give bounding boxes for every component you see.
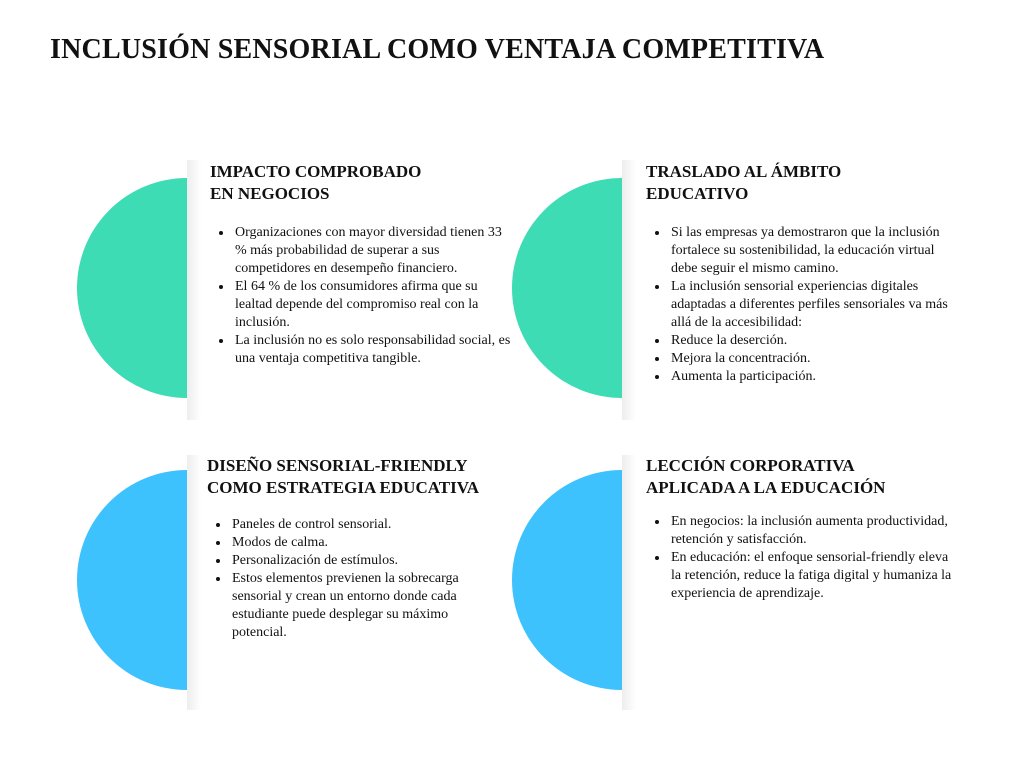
list-item: • Si las empresas ya demostraron que la inclusión fortalece su sostenibilidad, la educación virtual debe seguir el mismo camino. xyxy=(669,224,951,278)
green-half-circle xyxy=(77,178,187,398)
divider-shadow xyxy=(622,160,636,420)
card-title: IMPACTO COMPROBADO EN NEGOCIOS xyxy=(210,162,422,203)
list-item: • Aumenta la participación. xyxy=(669,368,951,386)
list-item: • En negocios: la inclusión aumenta productividad, retención y satisfacción. xyxy=(669,513,959,549)
list-item: • Reduce la deserción. xyxy=(669,332,951,350)
list-item: • Estos elementos previenen la sobrecarga sensorial y crean un entorno donde cada estudiante puede desplegar su máximo potencial. xyxy=(230,570,480,642)
divider-shadow xyxy=(622,455,636,710)
bullet-list xyxy=(213,224,515,368)
card-leccion-corporativa xyxy=(512,455,952,695)
list-item: • En educación: el enfoque sensorial-friendly eleva la retención, reduce la fatiga digital y humaniza la experiencia de aprendizaje. xyxy=(669,549,959,603)
card-title: DISEÑO SENSORIAL-FRIENDLY COMO ESTRATEGIA EDUCATIVA xyxy=(207,456,480,497)
list-item: • Paneles de control sensorial. xyxy=(230,516,480,534)
page-title: INCLUSIÓN SENSORIAL COMO VENTAJA COMPETITIVA xyxy=(50,34,825,65)
divider-shadow xyxy=(187,160,201,420)
list-item: • Organizaciones con mayor diversidad tienen 33 % más probabilidad de superar a sus competidores en desempeño financiero. xyxy=(233,224,515,278)
bullet-list xyxy=(649,224,951,386)
card-title: TRASLADO AL ÁMBITO EDUCATIVO xyxy=(646,162,842,203)
card-traslado-educativo xyxy=(512,160,952,400)
list-item: • Personalización de estímulos. xyxy=(230,552,480,570)
list-item: • El 64 % de los consumidores afirma que su lealtad depende del compromiso real con la inclusión. xyxy=(233,278,515,332)
bullet-list xyxy=(649,513,959,603)
card-impacto-negocios xyxy=(77,160,517,400)
list-item: • La inclusión no es solo responsabilidad social, es una ventaja competitiva tangible. xyxy=(233,332,515,368)
list-item: • Mejora la concentración. xyxy=(669,350,951,368)
list-item: • Modos de calma. xyxy=(230,534,480,552)
divider-shadow xyxy=(187,455,201,710)
card-title: LECCIÓN CORPORATIVA APLICADA A LA EDUCACIÓN xyxy=(646,456,886,497)
card-diseno-sensorial xyxy=(77,455,517,695)
green-half-circle xyxy=(512,178,622,398)
blue-half-circle xyxy=(512,470,622,690)
list-item: • La inclusión sensorial experiencias digitales adaptadas a diferentes perfiles sensoriales va más allá de la accesibilidad: xyxy=(669,278,951,332)
bullet-list xyxy=(210,516,480,642)
blue-half-circle xyxy=(77,470,187,690)
